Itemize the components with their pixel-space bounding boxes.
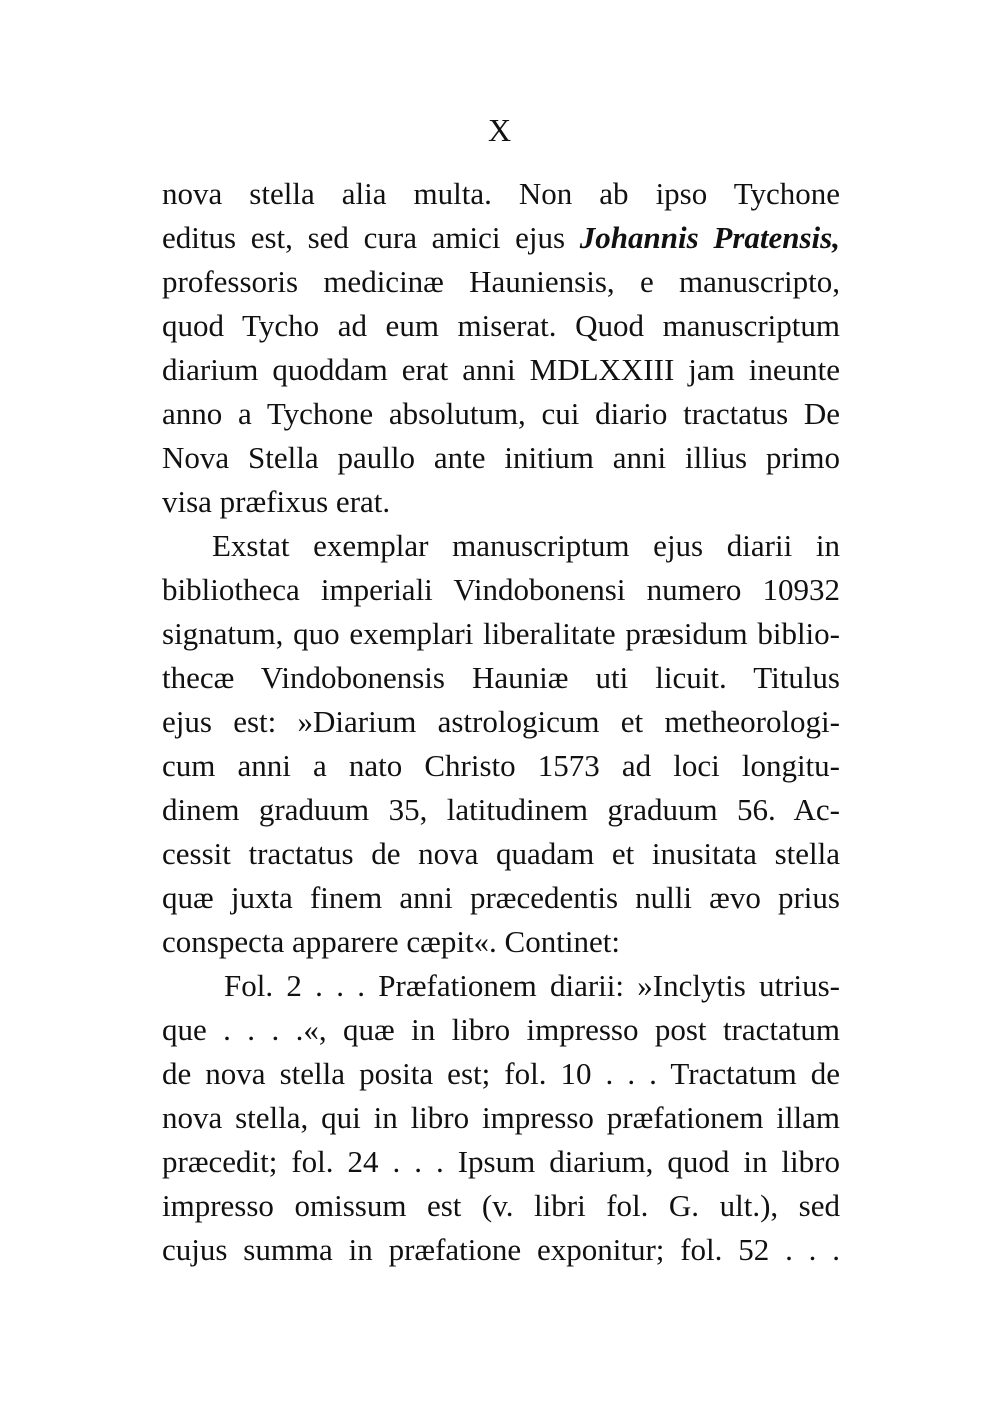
text-line: signatum, quo exemplari liberalitate præsidum biblio- [162, 616, 840, 651]
text-segment: editus est, sed cura amici ejus [162, 220, 580, 255]
text-line: nova stella, qui in libro impresso præfationem illam [162, 1100, 840, 1135]
text-line: thecæ Vindobonensis Hauniæ uti licuit. Titulus [162, 660, 840, 695]
text-line: que . . . .«, quæ in libro impresso post tractatum [162, 1012, 840, 1047]
text-line: præcedit; fol. 24 . . . Ipsum diarium, quod in libro [162, 1144, 840, 1179]
text-line: visa præfixus erat. [162, 484, 391, 519]
text-line: cessit tractatus de nova quadam et inusitata stella [162, 836, 840, 871]
page-number: X [487, 112, 513, 148]
text-line: ejus est: »Diarium astrologicum et metheorologi- [162, 704, 840, 739]
italic-name: Johannis Pratensis, [579, 220, 840, 255]
text-line: de nova stella posita est; fol. 10 . . . Tractatum de [162, 1056, 840, 1091]
text-line: professoris medicinæ Hauniensis, e manuscripto, [162, 264, 840, 299]
text-line: quæ juxta finem anni præcedentis nulli ævo prius [162, 880, 840, 915]
text-line: dinem graduum 35, latitudinem graduum 56. Ac- [162, 792, 840, 827]
text-line: anno a Tychone absolutum, cui diario tractatus De [162, 396, 840, 431]
text-line [162, 216, 840, 260]
text-line: quod Tycho ad eum miserat. Quod manuscriptum [162, 308, 840, 343]
text-line: diarium quoddam erat anni MDLXXIII jam ineunte [162, 352, 840, 387]
text-line: Fol. 2 . . . Præfationem diarii: »Inclytis utrius- [224, 968, 840, 1003]
body-text [162, 172, 840, 1272]
text-line: nova stella alia multa. Non ab ipso Tychone [162, 176, 840, 211]
text-line: cujus summa in præfatione exponitur; fol. 52 . . . [162, 1232, 840, 1267]
text-line: conspecta apparere cæpit«. Continet: [162, 924, 620, 959]
text-line: Exstat exemplar manuscriptum ejus diarii in [212, 528, 840, 563]
text-line: cum anni a nato Christo 1573 ad loci longitu- [162, 748, 840, 783]
text-line: Nova Stella paullo ante initium anni illius primo [162, 440, 840, 475]
text-line: bibliotheca imperiali Vindobonensi numero 10932 [162, 572, 840, 607]
text-line: impresso omissum est (v. libri fol. G. ult.), sed [162, 1188, 840, 1223]
